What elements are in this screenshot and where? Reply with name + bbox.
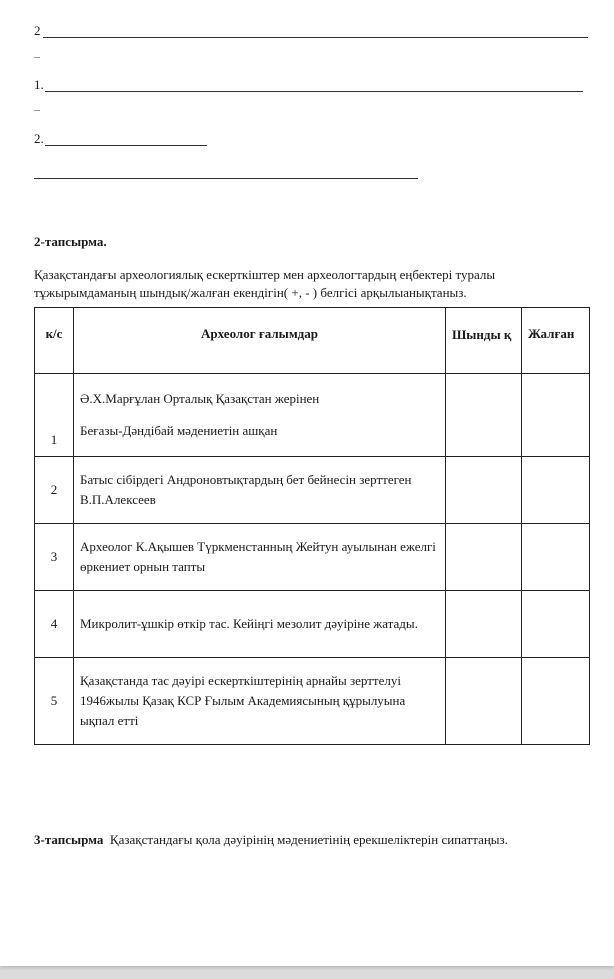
header-false: Жалған xyxy=(522,308,590,374)
row-statement-line: Ә.Х.Марғұлан Орталық Қазақстан жерінен xyxy=(80,391,320,406)
false-answer-cell[interactable] xyxy=(522,658,590,745)
row-statement: Батыс сібірдегі Андроновтықтардың бет бейнесін зерттеген В.П.Алексеев xyxy=(74,457,446,524)
true-answer-cell[interactable] xyxy=(446,524,522,591)
true-answer-cell[interactable] xyxy=(446,591,522,658)
row-number: 4 xyxy=(35,591,74,658)
table-row xyxy=(35,374,590,457)
header-scientists: Археолог ғалымдар xyxy=(74,308,446,374)
false-answer-cell[interactable] xyxy=(522,374,590,457)
answer-line-rule[interactable] xyxy=(43,37,588,38)
answer-line-dash: – xyxy=(34,102,40,116)
answer-line-number: 1. xyxy=(34,77,44,92)
row-statement: Археолог К.Ақышев Түркменстанның Жейтун ауылынан ежелгі өркениет орнын тапты xyxy=(74,524,446,591)
row-statement xyxy=(74,374,446,457)
row-number: 3 xyxy=(35,524,74,591)
true-answer-cell[interactable] xyxy=(446,374,522,457)
answer-line-number: 2 xyxy=(34,23,41,38)
table-row xyxy=(35,591,590,658)
table-row xyxy=(35,524,590,591)
false-answer-cell[interactable] xyxy=(522,457,590,524)
answer-line-number: 2. xyxy=(34,131,44,146)
true-answer-cell[interactable] xyxy=(446,457,522,524)
answer-line-4[interactable] xyxy=(34,178,418,179)
true-answer-cell[interactable] xyxy=(446,658,522,745)
table-header-row xyxy=(35,308,590,374)
row-number: 2 xyxy=(35,457,74,524)
table-row xyxy=(35,658,590,745)
task2-heading: 2-тапсырма. xyxy=(34,234,107,249)
task3-heading: 3-тапсырма xyxy=(34,832,104,847)
header-num: к/с xyxy=(35,308,74,374)
table-row xyxy=(35,457,590,524)
task2-intro: Қазақстандағы археологиялық ескерткіштер мен археологтардың еңбектері туралы тұжырымдаманың шындық/жалған екендігін( +, - ) белгісі арқылыанықтаныз. xyxy=(34,267,496,300)
answer-line-rule[interactable] xyxy=(45,91,583,92)
task3-paragraph xyxy=(34,832,594,848)
false-answer-cell[interactable] xyxy=(522,524,590,591)
row-number: 5 xyxy=(35,658,74,745)
row-number: 1 xyxy=(35,374,74,457)
header-true: Шынды қ xyxy=(446,308,522,374)
false-answer-cell[interactable] xyxy=(522,591,590,658)
row-statement: Микролит-ұшкір өткір тас. Кейіңгі мезолит дәуіріне жатады. xyxy=(74,591,446,658)
archaeology-table xyxy=(34,307,590,745)
row-statement: Қазақстанда тас дәуірі ескерткіштерінің арнайы зерттелуі 1946жылы Қазақ КСР Ғылым Академиясының құрылуына ықпал етті xyxy=(74,658,446,745)
answer-line-dash: – xyxy=(34,49,40,63)
row-statement-line: Беғазы-Дәндібай мәдениетін ашқан xyxy=(80,423,278,438)
task3-text: Қазақстандағы қола дәуірінің мәдениетінің ерекшеліктерін сипаттаңыз. xyxy=(109,832,508,847)
answer-line-rule[interactable] xyxy=(45,145,207,146)
